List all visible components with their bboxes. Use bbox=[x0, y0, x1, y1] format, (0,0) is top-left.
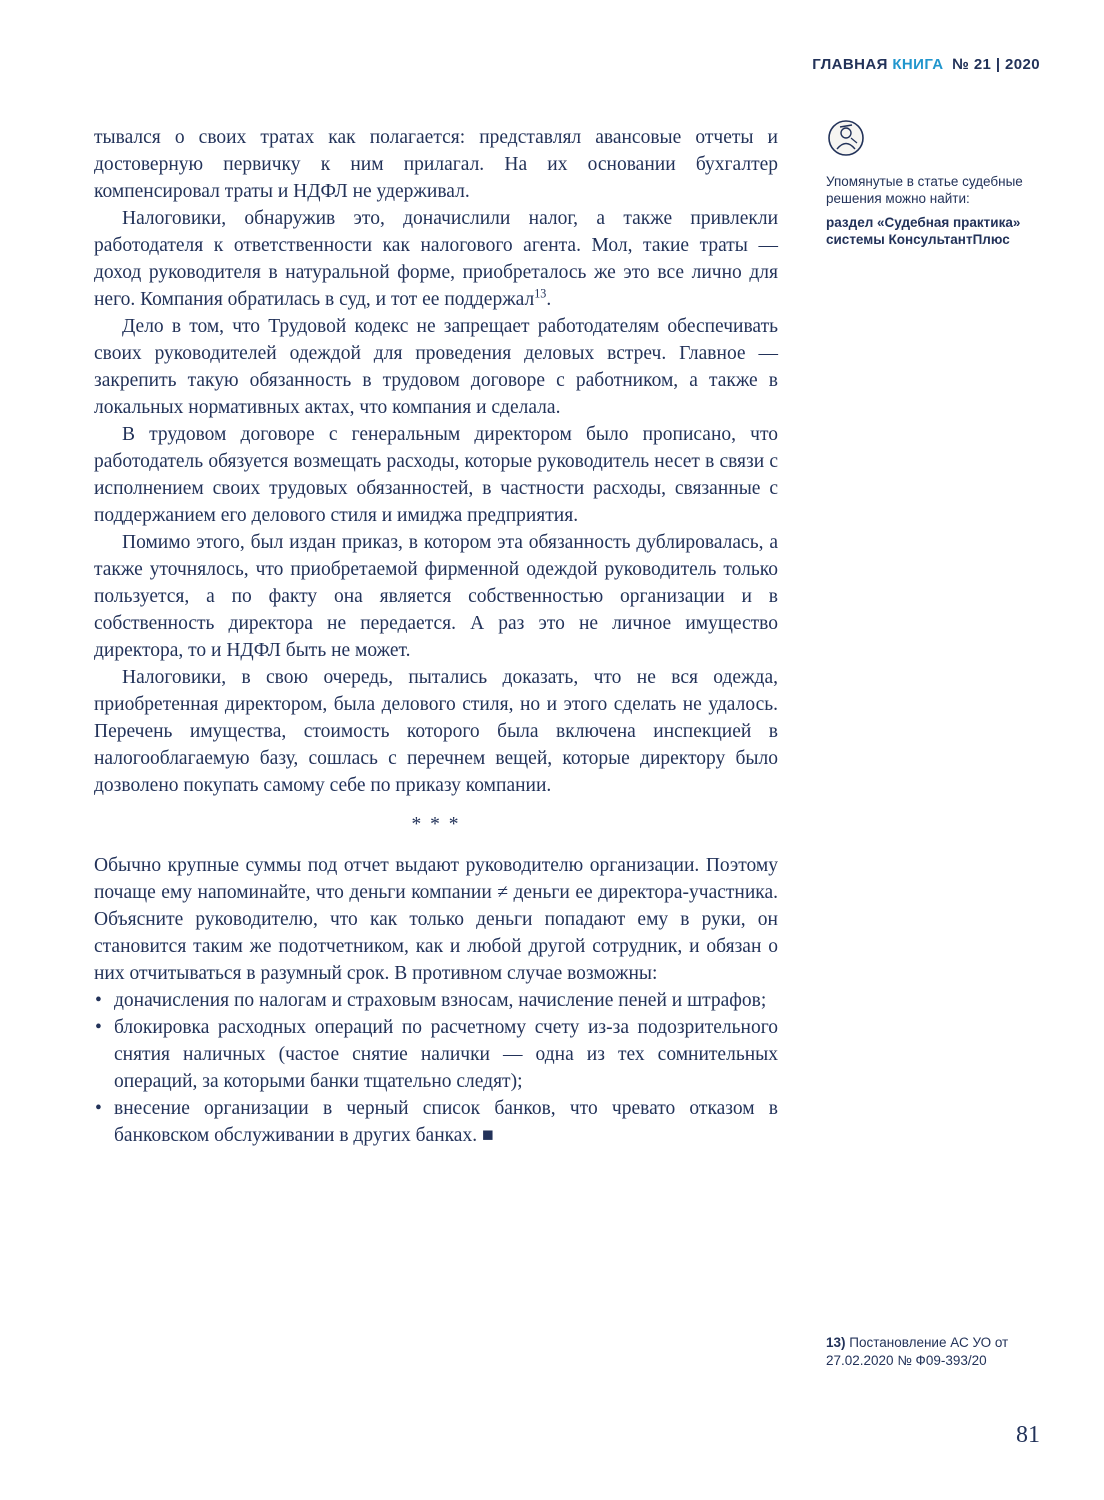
footnote-marker: 13) bbox=[826, 1335, 846, 1350]
page-header bbox=[812, 56, 1040, 73]
footnote-13 bbox=[826, 1334, 1046, 1370]
judge-stamp-icon bbox=[826, 118, 1042, 163]
page-number: 81 bbox=[1016, 1422, 1040, 1448]
paragraph: Помимо этого, был издан приказ, в котором эта обязанность дублировалась, а также уточнялось, что приобретаемой фирменной одеждой руководитель только пользуется, а по факту она является собственностью организации и в собственность директора не передается. А раз это не личное имущество директора, то и НДФЛ быть не может. bbox=[94, 532, 778, 661]
sidebar-note-intro: Упомянутые в статье судебные решения можно найти: bbox=[826, 173, 1023, 206]
issue-number: № 21 | 2020 bbox=[952, 56, 1040, 73]
paragraph: Дело в том, что Трудовой кодекс не запрещает работодателям обеспечивать своих руководителей одеждой для проведения деловых встреч. Главное — закрепить такую обязанность в трудовом договоре с работником, а также в локальных нормативных актах, что компания и сделала. bbox=[94, 316, 778, 418]
paragraph: Обычно крупные суммы под отчет выдают руководителю организации. Поэтому почаще ему напоминайте, что деньги компании ≠ деньги ее директора-участника. Объясните руководителю, что как только деньги попадают ему в руки, он становится таким же подотчетником, как и любой другой сотрудник, и обязан о них отчитываться в разумный срок. В противном случае возможны: bbox=[94, 855, 778, 984]
section-separator: * * * bbox=[411, 814, 461, 835]
paragraph: Налоговики, обнаружив это, доначислили налог, а также привлекли работодателя к ответственности как налогового агента. Мол, такие траты — доход руководителя в натуральной форме, приобреталось же это все лично для него. Компания обратилась в суд, и тот ее поддержал$^{13}$. bbox=[94, 208, 778, 310]
sidebar-note-reference: раздел «Судебная практика» системы КонсультантПлюс bbox=[826, 214, 1021, 247]
paragraph: тывался о своих тратах как полагается: представлял авансовые отчеты и достоверную первичку к ним прилагал. На их основании бухгалтер компенсировал траты и НДФЛ не удерживал. bbox=[94, 127, 778, 202]
article-body bbox=[94, 124, 778, 1149]
sidebar-note bbox=[826, 118, 1042, 249]
footnote-text: Постановление АС УО от 27.02.2020 № Ф09-393/20 bbox=[826, 1335, 1009, 1368]
bullet-list bbox=[94, 987, 778, 1149]
brand-name-part1: ГЛАВНАЯ bbox=[812, 56, 888, 73]
footnote-reference: 13 bbox=[534, 286, 547, 301]
paragraph: Налоговики, в свою очередь, пытались доказать, что не вся одежда, приобретенная директором, была делового стиля, но и этого сделать не удалось. Перечень имущества, стоимость которого была включена инспекцией в налогооблагаемую базу, сошлась с перечнем вещей, которые директору было дозволено покупать самому себе по приказу компании. bbox=[94, 667, 778, 796]
bullet-item: • доначисления по налогам и страховым взносам, начисление пеней и штрафов; bbox=[94, 987, 778, 1014]
brand-name-part2: КНИГА bbox=[892, 56, 944, 73]
bullet-item: • внесение организации в черный список банков, что чревато отказом в банковском обслуживании в других банках. ■ bbox=[94, 1095, 778, 1149]
paragraph: В трудовом договоре с генеральным директором было прописано, что работодатель обязуется возмещать расходы, которые руководитель несет в связи с исполнением своих трудовых обязанностей, в частности расходы, связанные с поддержанием его делового стиля и имиджа предприятия. bbox=[94, 424, 778, 526]
bullet-item: • блокировка расходных операций по расчетному счету из-за подозрительного снятия наличных (частое снятие налички — одна из тех сомнительных операций, за которыми банки тщательно следят); bbox=[94, 1014, 778, 1095]
